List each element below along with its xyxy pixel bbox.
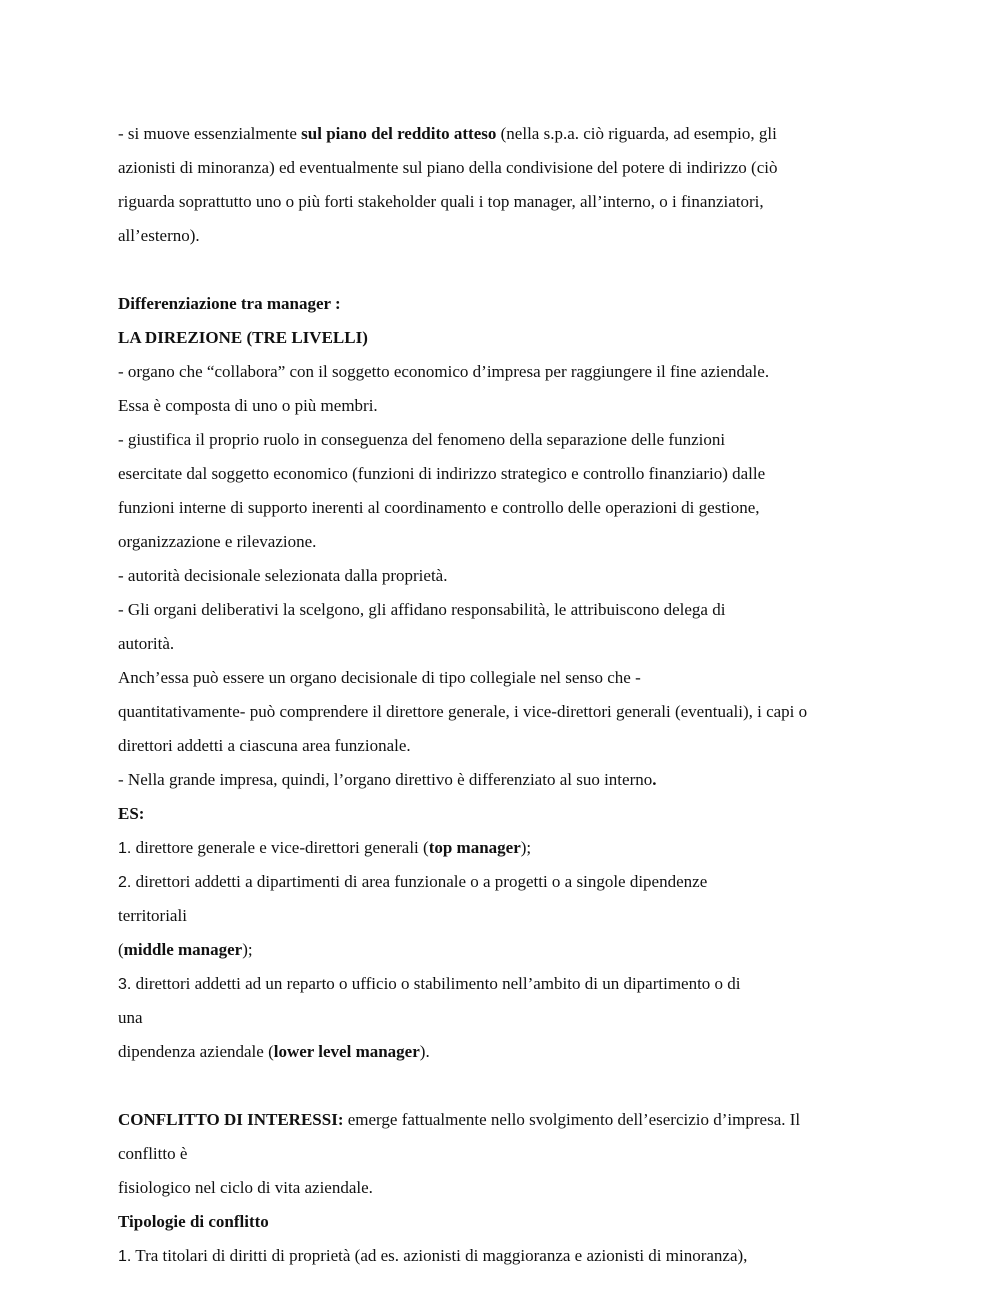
es-label-text: ES: [118,804,145,823]
bold-text-run: . [652,770,657,789]
list-number: 3. [118,976,132,993]
paragraph-line [118,1103,898,1137]
bold-text-run: middle manager [123,940,243,959]
list-number: 1. [118,1248,132,1265]
document-page [118,117,898,1273]
example-label [118,797,898,831]
list-item [118,1239,898,1273]
blank-line [118,253,898,287]
text-run: ). [419,1042,430,1061]
section-heading [118,1205,898,1239]
paragraph-line: - giustifica il proprio ruolo in conseguenza del fenomeno della separazione delle funzioni [118,430,726,449]
paragraph-line: autorità. [118,634,175,653]
section-heading [118,287,898,321]
text-run: Tra titolari di diritti di proprietà (ad es. azionisti di maggioranza e azionisti di minoranza), [131,1246,748,1265]
text-run: direttore generale e vice-direttori generali ( [131,838,429,857]
text-run: direttori addetti ad un reparto o ufficio o stabilimento nell’ambito di un dipartimento o di [131,974,741,993]
paragraph-line: conflitto è [118,1144,188,1163]
paragraph-line: fisiologico nel ciclo di vita aziendale. [118,1178,373,1197]
list-item-continuation [118,933,898,967]
list-item-continuation: una [118,1008,143,1027]
list-item [118,865,898,899]
text-run: (nella s.p.a. ciò riguarda, ad esempio, gli [496,124,777,143]
paragraph-line: - autorità decisionale selezionata dalla proprietà. [118,566,448,585]
heading-text: Differenziazione tra manager : [118,294,341,313]
list-item [118,831,898,865]
bold-text-run: top manager [428,838,521,857]
text-run: direttori addetti a dipartimenti di area funzionale o a progetti o a singole dipendenze [131,872,708,891]
list-item [118,967,898,1001]
paragraph-line: organizzazione e rilevazione. [118,532,317,551]
text-run: - Nella grande impresa, quindi, l’organo direttivo è differenziato al suo interno [118,770,653,789]
list-number: 1. [118,840,132,857]
bold-text-run: CONFLITTO DI INTERESSI: [118,1110,344,1129]
paragraph-line: direttori addetti a ciascuna area funzionale. [118,736,411,755]
paragraph-line: Anch’essa può essere un organo decisionale di tipo collegiale nel senso che - [118,668,641,687]
bold-text-run: sul piano del reddito atteso [301,124,497,143]
text-run: ( [118,940,124,959]
list-item-continuation [118,1035,898,1069]
paragraph-line: esercitate dal soggetto economico (funzioni di indirizzo strategico e controllo finanziario) dalle [118,464,766,483]
list-number: 2. [118,874,132,891]
paragraph-line: - organo che “collabora” con il soggetto economico d’impresa per raggiungere il fine aziendale. [118,362,770,381]
subheading-text: LA DIREZIONE (TRE LIVELLI) [118,328,368,347]
paragraph-line: riguarda soprattutto uno o più forti stakeholder quali i top manager, all’interno, o i finanziatori, [118,192,764,211]
paragraph-line [118,117,898,151]
paragraph-line [118,763,898,797]
blank-line [118,1069,898,1103]
paragraph-line: azionisti di minoranza) ed eventualmente sul piano della condivisione del potere di indirizzo (ciò [118,158,778,177]
text-run: dipendenza aziendale ( [118,1042,274,1061]
text-run: - si muove essenzialmente [118,124,302,143]
heading-text: Tipologie di conflitto [118,1212,269,1231]
section-subheading [118,321,898,355]
text-run: ); [520,838,532,857]
paragraph-line: all’esterno). [118,226,200,245]
paragraph-line: funzioni interne di supporto inerenti al coordinamento e controllo delle operazioni di gestione, [118,498,760,517]
paragraph-line: quantitativamente- può comprendere il direttore generale, i vice-direttori generali (eventuali), i capi o [118,702,808,721]
list-item-continuation: territoriali [118,906,187,925]
text-run: emerge fattualmente nello svolgimento dell’esercizio d’impresa. Il [343,1110,801,1129]
paragraph-line: Essa è composta di uno o più membri. [118,396,378,415]
bold-text-run: lower level manager [273,1042,420,1061]
text-run: ); [242,940,253,959]
paragraph-line: - Gli organi deliberativi la scelgono, gli affidano responsabilità, le attribuiscono delega di [118,600,726,619]
